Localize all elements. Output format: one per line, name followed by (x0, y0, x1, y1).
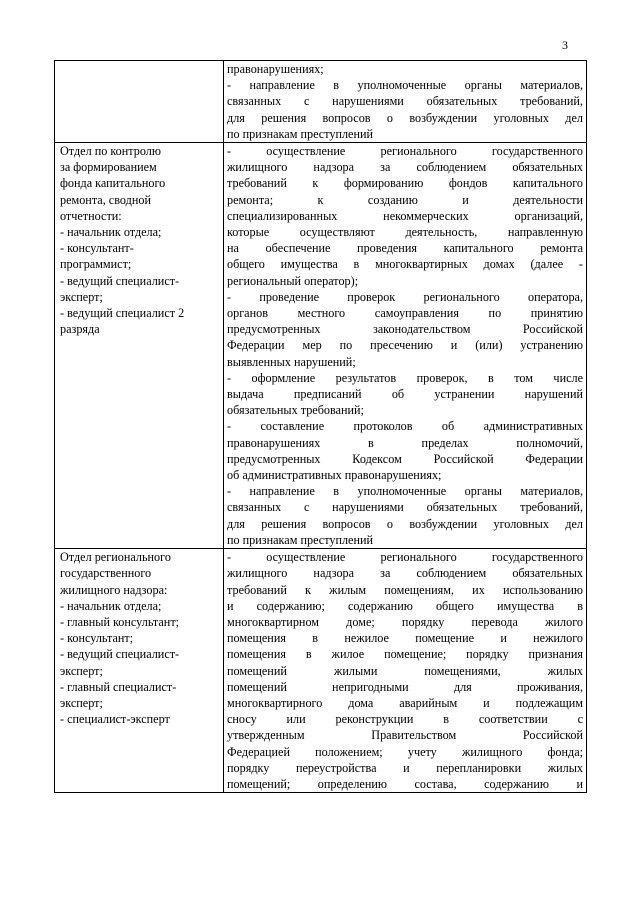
department-line: - ведущий специалист 2 (60, 306, 185, 321)
duty-line: сносу или реконструкции в соответствии с (227, 712, 583, 727)
duty-line: выявленных нарушений; (227, 354, 356, 369)
duty-line: жилищного надзора за соблюдением обязательных (227, 160, 583, 175)
duty-line: - осуществление регионального государственного (227, 550, 583, 565)
duty-line: для решения вопросов о возбуждении уголовных дел (227, 516, 583, 531)
duty-line: по признакам преступлений (227, 126, 374, 141)
duty-line: утвержденным Правительством Российской (227, 728, 583, 743)
department-line: эксперт; (60, 663, 103, 678)
departments-duties-table (54, 60, 587, 793)
duty-line: связанных с нарушениями обязательных требований, (227, 94, 583, 109)
table-row (55, 549, 587, 793)
duty-line: региональный оператор); (227, 273, 359, 288)
duty-line: предусмотренных законодательством Российской (227, 322, 583, 337)
duty-line: помещений; определению состава, содержанию и (227, 776, 583, 791)
duty-line: помещений непригодными для проживания, (227, 679, 583, 694)
duty-line: выдача предписаний об устранении нарушений (227, 387, 583, 402)
department-line: эксперт; (60, 289, 103, 304)
department-line: - консультант- (60, 241, 134, 256)
department-line: - главный консультант; (60, 614, 180, 629)
duties-cell (224, 549, 587, 793)
department-line: Отдел регионального (60, 550, 171, 565)
department-line: отчетности: (60, 208, 122, 223)
duty-line: многоквартирном доме; порядку перевода жилого (227, 614, 583, 629)
department-line: - начальник отдела; (60, 598, 162, 613)
duty-line: специализированных некоммерческих организаций, (227, 208, 583, 223)
department-line: государственного (60, 566, 152, 581)
duty-line: - оформление результатов проверок, в том числе (227, 370, 583, 385)
duties-cell (224, 143, 587, 549)
department-line: эксперт; (60, 695, 103, 710)
department-cell (55, 143, 224, 549)
duty-line: помещения в жилое помещение; порядку признания (227, 647, 583, 662)
department-line: - главный специалист- (60, 679, 177, 694)
department-line: - ведущий специалист- (60, 273, 180, 288)
duty-line: для решения вопросов о возбуждении уголовных дел (227, 110, 583, 125)
duty-line: помещений жилыми помещениями, жилых (227, 663, 583, 678)
table-row (55, 61, 587, 143)
duty-line: органов местного самоуправления по принятию (227, 306, 583, 321)
department-line: жилищного надзора: (60, 582, 168, 597)
duty-line: - проведение проверок регионального оператора, (227, 289, 583, 304)
duty-line: требований к формированию фондов капитального (227, 176, 583, 191)
duty-line: обязательных требований; (227, 403, 364, 418)
duty-line: по признакам преступлений (227, 532, 374, 547)
duty-line: правонарушениях; (227, 62, 324, 76)
table-row (55, 143, 587, 549)
department-cell (55, 549, 224, 793)
department-line: - начальник отдела; (60, 225, 162, 240)
page-number: 3 (562, 38, 568, 52)
department-line: ремонта, сводной (60, 192, 151, 207)
department-line: - ведущий специалист- (60, 647, 180, 662)
duty-line: правонарушениях в пределах полномочий, (227, 435, 583, 450)
duty-line: - осуществление регионального государственного (227, 144, 583, 159)
duty-line: и содержанию; содержанию общего имущества в (227, 598, 583, 613)
department-line: за формированием (60, 160, 157, 175)
department-line: Отдел по контролю (60, 144, 161, 159)
duty-line: требований к жилым помещениям, их использованию (227, 582, 583, 597)
duty-line: помещения в нежилое помещение и нежилого (227, 631, 583, 646)
duty-line: - направление в уполномоченные органы материалов, (227, 78, 583, 93)
table-body (55, 61, 587, 793)
duty-line: - направление в уполномоченные органы материалов, (227, 484, 583, 499)
duty-line: об административных правонарушениях; (227, 468, 442, 483)
department-line: - специалист-эксперт (60, 712, 170, 727)
duty-line: жилищного надзора за соблюдением обязательных (227, 566, 583, 581)
department-line: фонда капитального (60, 176, 166, 191)
department-line: разряда (60, 322, 100, 337)
duty-line: Федерацией положением; учету жилищного фонда; (227, 744, 583, 759)
department-line: программист; (60, 257, 132, 272)
duty-line: которые осуществляют деятельность, направленную (227, 225, 583, 240)
duty-line: связанных с нарушениями обязательных требований, (227, 500, 583, 515)
duty-line: на обеспечение проведения капитального ремонта (227, 241, 583, 256)
duty-line: - составление протоколов об административных (227, 419, 583, 434)
duty-line: Федерации мер по пресечению и (или) устранению (227, 338, 583, 353)
duty-line: ремонта; к созданию и деятельности (227, 192, 583, 207)
duty-line: предусмотренных Кодексом Российской Федерации (227, 451, 583, 466)
department-cell (55, 61, 224, 143)
duties-cell (224, 61, 587, 143)
duty-line: многоквартирного дома аварийным и подлежащим (227, 695, 583, 710)
department-line: - консультант; (60, 631, 134, 646)
duty-line: порядку переустройства и перепланировки жилых (227, 760, 583, 775)
duty-line: общего имущества в многоквартирных домах (далее - (227, 257, 583, 272)
